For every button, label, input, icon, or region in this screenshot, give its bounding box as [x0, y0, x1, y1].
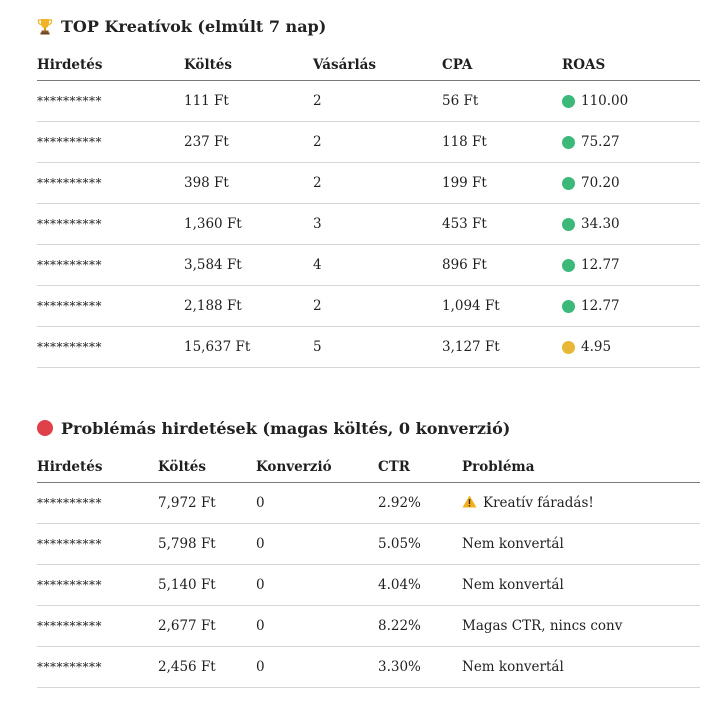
table-row — [37, 524, 700, 565]
col-header-purchases: Vásárlás — [313, 57, 376, 73]
spend-value: 5,140 Ft — [158, 577, 216, 593]
spend-value: 2,188 Ft — [184, 298, 242, 314]
spend-value: 15,637 Ft — [184, 339, 251, 355]
problem-cell — [462, 577, 700, 593]
ad-name: ********** — [37, 135, 102, 149]
problem-cell — [462, 659, 700, 675]
roas-cell — [562, 216, 700, 232]
problem-table-header — [37, 452, 700, 483]
problem-ads-title — [37, 416, 700, 440]
top-creatives-title — [37, 14, 700, 38]
problem-ads-title-text: Problémás hirdetések (magas költés, 0 konverzió) — [61, 418, 511, 438]
purchases-value: 3 — [313, 216, 322, 232]
green-circle-icon — [562, 177, 575, 190]
roas-cell — [562, 257, 700, 273]
col-header-ctr: CTR — [378, 459, 411, 475]
col-header-conversion: Konverzió — [256, 459, 332, 475]
table-row — [37, 122, 700, 163]
conversion-value: 0 — [256, 536, 265, 552]
table-row — [37, 327, 700, 368]
conversion-value: 0 — [256, 495, 265, 511]
top-table-header — [37, 50, 700, 81]
roas-value: 12.77 — [581, 298, 620, 314]
roas-value: 70.20 — [581, 175, 620, 191]
problem-text: Nem konvertál — [462, 577, 564, 593]
roas-cell — [562, 134, 700, 150]
problem-text: Magas CTR, nincs conv — [462, 618, 623, 634]
spend-value: 111 Ft — [184, 93, 229, 109]
col-header-cpa: CPA — [442, 57, 473, 73]
roas-value: 34.30 — [581, 216, 620, 232]
table-row — [37, 606, 700, 647]
roas-cell — [562, 339, 700, 355]
roas-cell — [562, 298, 700, 314]
ad-name: ********** — [37, 496, 102, 510]
table-row — [37, 204, 700, 245]
roas-value: 12.77 — [581, 257, 620, 273]
ad-name: ********** — [37, 619, 102, 633]
table-row — [37, 565, 700, 606]
purchases-value: 4 — [313, 257, 322, 273]
col-header-ad: Hirdetés — [37, 459, 103, 475]
spend-value: 5,798 Ft — [158, 536, 216, 552]
green-circle-icon — [562, 95, 575, 108]
spend-value: 3,584 Ft — [184, 257, 242, 273]
ctr-value: 8.22% — [378, 618, 421, 634]
spend-value: 7,972 Ft — [158, 495, 216, 511]
problem-text: Kreatív fáradás! — [483, 495, 594, 511]
ad-name: ********** — [37, 537, 102, 551]
top-table-body — [37, 81, 700, 368]
cpa-value: 118 Ft — [442, 134, 487, 150]
cpa-value: 896 Ft — [442, 257, 487, 273]
purchases-value: 2 — [313, 298, 322, 314]
green-circle-icon — [562, 300, 575, 313]
cpa-value: 56 Ft — [442, 93, 479, 109]
roas-cell — [562, 175, 700, 191]
purchases-value: 2 — [313, 93, 322, 109]
col-header-spend: Költés — [158, 459, 206, 475]
ad-name: ********** — [37, 217, 102, 231]
spend-value: 2,456 Ft — [158, 659, 216, 675]
purchases-value: 2 — [313, 134, 322, 150]
spend-value: 2,677 Ft — [158, 618, 216, 634]
table-row — [37, 483, 700, 524]
ad-name: ********** — [37, 660, 102, 674]
problem-cell — [462, 618, 700, 634]
yellow-circle-icon — [562, 341, 575, 354]
problem-cell — [462, 495, 700, 512]
ctr-value: 5.05% — [378, 536, 421, 552]
roas-value: 75.27 — [581, 134, 620, 150]
table-row — [37, 286, 700, 327]
ctr-value: 3.30% — [378, 659, 421, 675]
col-header-problem: Probléma — [462, 459, 535, 475]
spend-value: 398 Ft — [184, 175, 229, 191]
problem-text: Nem konvertál — [462, 536, 564, 552]
col-header-roas: ROAS — [562, 57, 606, 73]
purchases-value: 2 — [313, 175, 322, 191]
purchases-value: 5 — [313, 339, 322, 355]
top-creatives-section — [37, 14, 700, 368]
table-row — [37, 245, 700, 286]
conversion-value: 0 — [256, 618, 265, 634]
top-creatives-title-text: TOP Kreatívok (elmúlt 7 nap) — [61, 16, 327, 36]
table-row — [37, 81, 700, 122]
green-circle-icon — [562, 259, 575, 272]
cpa-value: 453 Ft — [442, 216, 487, 232]
red-circle-icon — [37, 420, 53, 436]
table-row — [37, 163, 700, 204]
cpa-value: 1,094 Ft — [442, 298, 500, 314]
green-circle-icon — [562, 136, 575, 149]
table-row — [37, 647, 700, 688]
ctr-value: 4.04% — [378, 577, 421, 593]
ad-name: ********** — [37, 94, 102, 108]
problem-table-body — [37, 483, 700, 688]
trophy-icon — [37, 18, 53, 35]
ad-name: ********** — [37, 258, 102, 272]
ad-name: ********** — [37, 176, 102, 190]
ctr-value: 2.92% — [378, 495, 421, 511]
ad-name: ********** — [37, 578, 102, 592]
cpa-value: 3,127 Ft — [442, 339, 500, 355]
ad-name: ********** — [37, 340, 102, 354]
problem-text: Nem konvertál — [462, 659, 564, 675]
col-header-spend: Költés — [184, 57, 232, 73]
spend-value: 237 Ft — [184, 134, 229, 150]
problem-ads-section — [37, 416, 700, 688]
conversion-value: 0 — [256, 659, 265, 675]
green-circle-icon — [562, 218, 575, 231]
red-circle — [37, 420, 53, 436]
roas-cell — [562, 93, 700, 109]
warning-icon — [462, 495, 477, 512]
problem-cell — [462, 536, 700, 552]
roas-value: 4.95 — [581, 339, 612, 355]
roas-value: 110.00 — [581, 93, 629, 109]
col-header-ad: Hirdetés — [37, 57, 103, 73]
ad-name: ********** — [37, 299, 102, 313]
cpa-value: 199 Ft — [442, 175, 487, 191]
spend-value: 1,360 Ft — [184, 216, 242, 232]
conversion-value: 0 — [256, 577, 265, 593]
